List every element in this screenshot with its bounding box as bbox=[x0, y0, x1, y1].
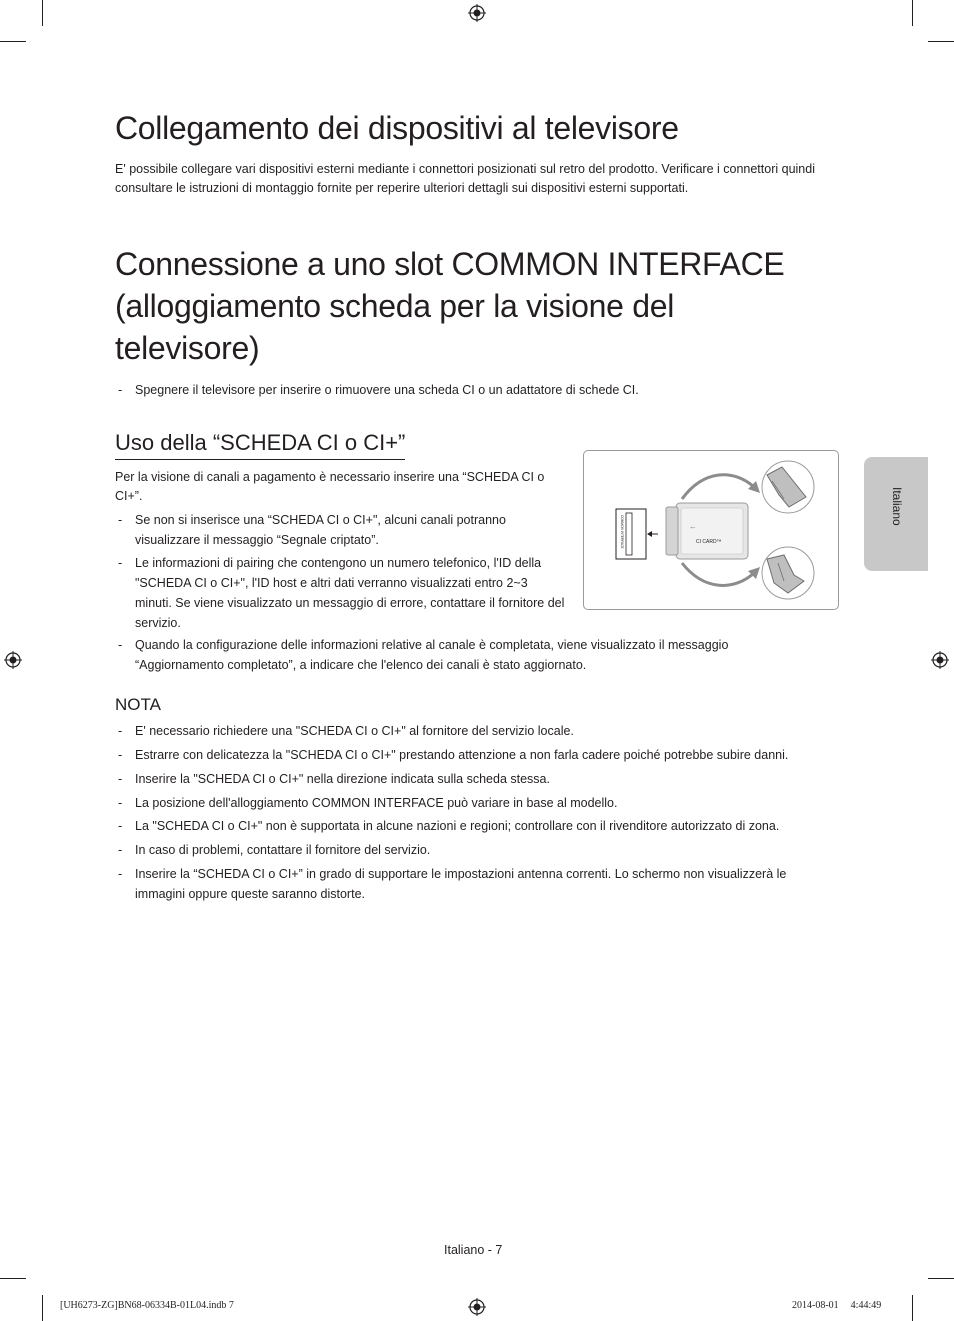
list-item-text: Se non si inserisce una “SCHEDA CI o CI+", alcuni canali potranno visualizzare il messaggio “Segnale criptato”. bbox=[135, 513, 506, 547]
bullet-dash: - bbox=[118, 383, 123, 397]
crop-mark bbox=[928, 41, 954, 42]
list-item-text: Le informazioni di pairing che contengono un numero telefonico, l'ID della "SCHEDA CI o CI+", l'ID host e altri dati verranno visualizzati entro 2~3 minuti. Se viene visualizzato un messaggio di errore, contattare il fornitore del servizio. bbox=[135, 556, 565, 630]
subsection-title-text: Uso della “SCHEDA CI o CI+” bbox=[115, 430, 406, 455]
section-title-line: televisore) bbox=[115, 330, 260, 366]
section-title bbox=[115, 243, 784, 369]
ci-card-illustration bbox=[583, 450, 839, 610]
list-item-text: E' necessario richiedere una "SCHEDA CI o CI+" al fornitore del servizio locale. bbox=[135, 724, 574, 738]
page-title: Collegamento dei dispositivi al televisore bbox=[115, 110, 679, 146]
bullet-dash: - bbox=[118, 724, 123, 738]
list-item-text: La posizione dell'alloggiamento COMMON INTERFACE può variare in base al modello. bbox=[135, 796, 618, 810]
list-item-text: Estrarre con delicatezza la "SCHEDA CI o CI+" prestando attenzione a non farla cadere poiché potrebbe subire danni. bbox=[135, 748, 789, 762]
crop-mark bbox=[928, 1278, 954, 1279]
card-label: CI CARD™ bbox=[696, 539, 722, 545]
list-item-text: Quando la configurazione delle informazioni relative al canale è completata, viene visualizzato il messaggio “Aggiornamento completato”, a indicare che l'elenco dei canali è stato aggiornato. bbox=[135, 638, 729, 672]
page-number: Italiano - 7 bbox=[444, 1243, 503, 1257]
arrow-left-icon: ← bbox=[689, 522, 697, 531]
language-side-tab-label: Italiano bbox=[890, 487, 904, 526]
bullet-dash: - bbox=[118, 796, 123, 810]
list-item-text: Spegnere il televisore per inserire o rimuovere una scheda CI o un adattatore di schede CI. bbox=[135, 383, 639, 397]
crop-mark bbox=[42, 1295, 43, 1321]
footer-file-info: [UH6273-ZG]BN68-06334B-01L04.indb 7 bbox=[60, 1300, 234, 1311]
bullet-dash: - bbox=[118, 556, 123, 570]
crop-mark bbox=[912, 0, 913, 26]
bullet-dash: - bbox=[118, 638, 123, 652]
uso-intro: Per la visione di canali a pagamento è necessario inserire una “SCHEDA CI o CI+”. bbox=[115, 470, 545, 503]
crop-mark bbox=[0, 41, 26, 42]
list-item-text: Inserire la "SCHEDA CI o CI+" nella direzione indicata sulla scheda stessa. bbox=[135, 772, 550, 786]
crop-mark bbox=[42, 0, 43, 26]
footer-timestamp: 2014-08-01 4:44:49 bbox=[792, 1300, 882, 1311]
ci-card-insertion-diagram bbox=[584, 451, 838, 609]
registration-mark-icon bbox=[931, 651, 949, 669]
language-side-tab bbox=[864, 457, 928, 571]
bullet-dash: - bbox=[118, 867, 123, 881]
bullet-dash: - bbox=[118, 772, 123, 786]
subsection-title bbox=[115, 428, 405, 460]
bullet-dash: - bbox=[118, 748, 123, 762]
subsection-underline bbox=[115, 459, 405, 460]
section-title-line: (alloggiamento scheda per la visione del bbox=[115, 288, 675, 324]
registration-mark-icon bbox=[468, 4, 486, 22]
slot-label: COMMON INTERFACE bbox=[620, 515, 624, 549]
bullet-dash: - bbox=[118, 819, 123, 833]
nota-heading: NOTA bbox=[115, 695, 161, 714]
section-title-line: Connessione a uno slot COMMON INTERFACE bbox=[115, 246, 785, 282]
crop-mark bbox=[912, 1295, 913, 1321]
registration-mark-icon bbox=[4, 651, 22, 669]
bullet-dash: - bbox=[118, 513, 123, 527]
bullet-dash: - bbox=[118, 843, 123, 857]
registration-mark-icon bbox=[468, 1298, 486, 1316]
intro-paragraph: E' possibile collegare vari dispositivi esterni mediante i connettori posizionati sul retro del prodotto. Verificare i connettori quindi consultare le istruzioni di montaggio fornite per reperire ulteriori dettagli sui dispositivi esterni supportati. bbox=[115, 162, 815, 195]
list-item-text: In caso di problemi, contattare il fornitore del servizio. bbox=[135, 843, 431, 857]
list-item-text: La "SCHEDA CI o CI+" non è supportata in alcune nazioni e regioni; controllare con il rivenditore autorizzato di zona. bbox=[135, 819, 780, 833]
crop-mark bbox=[0, 1278, 26, 1279]
list-item-text: Inserire la “SCHEDA CI o CI+” in grado di supportare le impostazioni antenna correnti. Lo schermo non visualizzerà le immagini oppure queste saranno distorte. bbox=[135, 867, 787, 901]
